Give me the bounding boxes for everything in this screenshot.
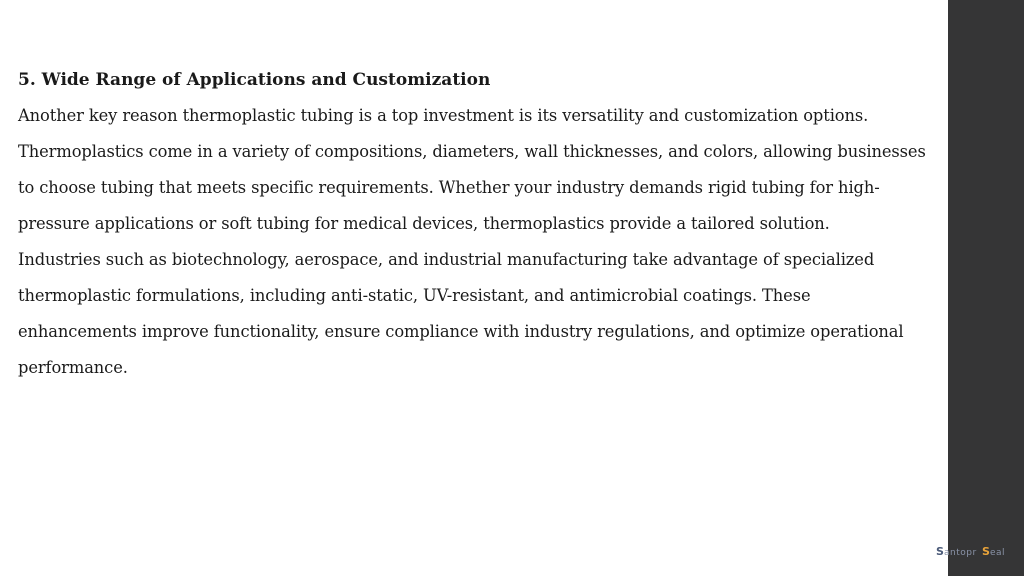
content-area: [18, 62, 933, 386]
svg-text:S: S: [982, 545, 991, 558]
svg-text:antopr: antopr: [944, 548, 977, 558]
logo-graphic: [936, 542, 1016, 562]
section-heading: 5. Wide Range of Applications and Customization: [18, 70, 491, 90]
right-sidebar: [948, 0, 1024, 576]
paragraph-industries: Industries such as biotechnology, aerospace, and industrial manufacturing take advantage of specialized thermoplastic formulations, including anti-static, UV-resistant, and antimicrobial coatings. These enhancements improve functionality, ensure compliance with industry regulations, and optimize operational performance.: [18, 250, 904, 377]
company-logo: [936, 542, 1016, 562]
paragraph-versatility: Another key reason thermoplastic tubing is a top investment is its versatility and customization options. Thermoplastics come in a variety of compositions, diameters, wall thicknesses, and colors, allowing businesses to choose tubing that meets specific requirements. Whether your industry demands rigid tubing for high-pressure applications or soft tubing for medical devices, thermoplastics provide a tailored solution.: [18, 106, 926, 233]
svg-text:eal: eal: [990, 548, 1006, 558]
svg-text:S: S: [936, 545, 945, 558]
